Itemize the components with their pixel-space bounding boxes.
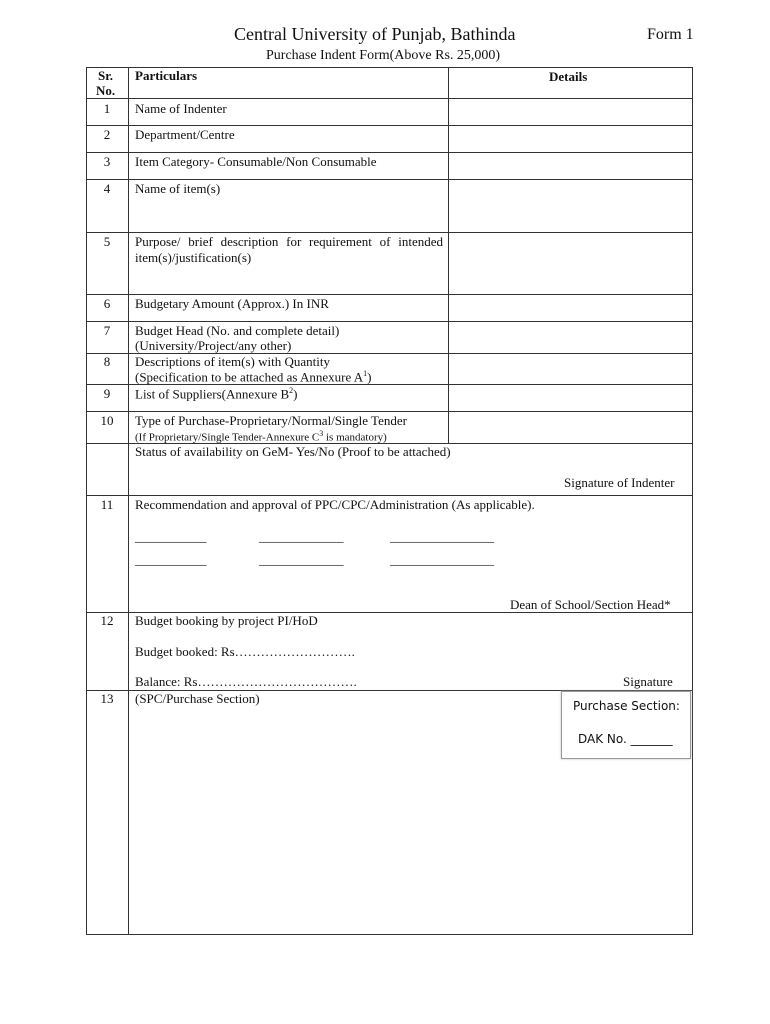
row-label-name-of-indenter: Name of Indenter: [135, 101, 227, 116]
row-label-descriptions: Descriptions of item(s) with Quantity: [135, 354, 330, 369]
row-label-budget-head: Budget Head (No. and complete detail): [135, 323, 340, 338]
budget-booked-line: Budget booked: Rs……………………….: [135, 644, 355, 659]
row-label-recommendation: Recommendation and approval of PPC/CPC/Administration (As applicable).: [135, 497, 535, 512]
row-label-item-category: Item Category- Consumable/Non Consumable: [135, 154, 377, 169]
row-number: 8: [103, 354, 111, 369]
column-divider-sr: [128, 67, 129, 935]
signature-blank: ________________: [390, 552, 494, 567]
form-subtitle: Purchase Indent Form(Above Rs. 25,000): [266, 48, 501, 63]
gem-status-label: Status of availability on GeM- Yes/No (Proof to be attached): [135, 444, 451, 459]
row-label-proprietary-note: (If Proprietary/Single Tender-Annexure $C^3$ is mandatory): [135, 429, 387, 444]
row-number: 13: [100, 691, 114, 706]
sr-header-no: No.: [96, 83, 116, 98]
row-number: 6: [103, 296, 111, 311]
purchase-section-box: [561, 691, 691, 759]
column-divider-details: [448, 67, 449, 443]
row-number: 10: [100, 413, 114, 428]
row-divider: [86, 411, 693, 412]
signature-blank: ___________: [135, 529, 207, 544]
row-number: 7: [103, 323, 111, 338]
row-label-spc-purchase: (SPC/Purchase Section): [135, 691, 260, 706]
purchase-section-label: Purchase Section:: [573, 699, 680, 713]
row-label-specification: (Specification to be attached as Annexure $A^1$): [135, 369, 372, 385]
row-number: 11: [100, 497, 114, 512]
row-number: 9: [103, 386, 111, 401]
signature-blank: _____________: [259, 552, 344, 567]
row-divider: [86, 495, 693, 496]
row-number: 5: [103, 234, 111, 249]
row-number: 2: [103, 127, 111, 142]
row-number: 3: [103, 154, 111, 169]
signature-blank: _____________: [259, 529, 344, 544]
row-divider: [86, 152, 693, 153]
row-divider: [86, 321, 693, 322]
dean-signature-label: Dean of School/Section Head*: [510, 597, 671, 612]
row-label-budgetary-amount: Budgetary Amount (Approx.) In INR: [135, 296, 329, 311]
row-label-list-of-suppliers: List of Suppliers(Annexure $B^2$): [135, 386, 298, 402]
form-title: Central University of Punjab, Bathinda: [234, 24, 516, 44]
details-header: Details: [549, 69, 588, 84]
row-label-budget-booking: Budget booking by project PI/HoD: [135, 613, 318, 628]
signature-blank: ________________: [390, 529, 494, 544]
row-divider: [86, 125, 693, 126]
row-divider: [86, 98, 693, 99]
row-number: 12: [100, 613, 114, 628]
row-divider: [86, 179, 693, 180]
form-number: Form 1: [647, 26, 694, 43]
dak-number-field: DAK No. _______: [578, 732, 673, 746]
particulars-header: Particulars: [135, 68, 198, 83]
pi-signature-label: Signature: [623, 674, 673, 689]
row-label-purpose: Purpose/ brief description for requirement of intended item(s)/justification(s): [135, 234, 443, 265]
row-divider: [86, 294, 693, 295]
row-divider: [86, 232, 693, 233]
row-number: 4: [103, 181, 111, 196]
row-label-type-of-purchase: Type of Purchase-Proprietary/Normal/Single Tender: [135, 413, 407, 428]
signature-of-indenter: Signature of Indenter: [564, 475, 675, 490]
balance-line: Balance: Rs……………………………….: [135, 674, 357, 689]
signature-blank: ___________: [135, 552, 207, 567]
row-label-department: Department/Centre: [135, 127, 235, 142]
sr-header: Sr.: [98, 68, 114, 83]
row-label-budget-head-detail: (University/Project/any other): [135, 338, 292, 353]
row-label-name-of-items: Name of item(s): [135, 181, 221, 196]
row-number: 1: [103, 101, 111, 116]
